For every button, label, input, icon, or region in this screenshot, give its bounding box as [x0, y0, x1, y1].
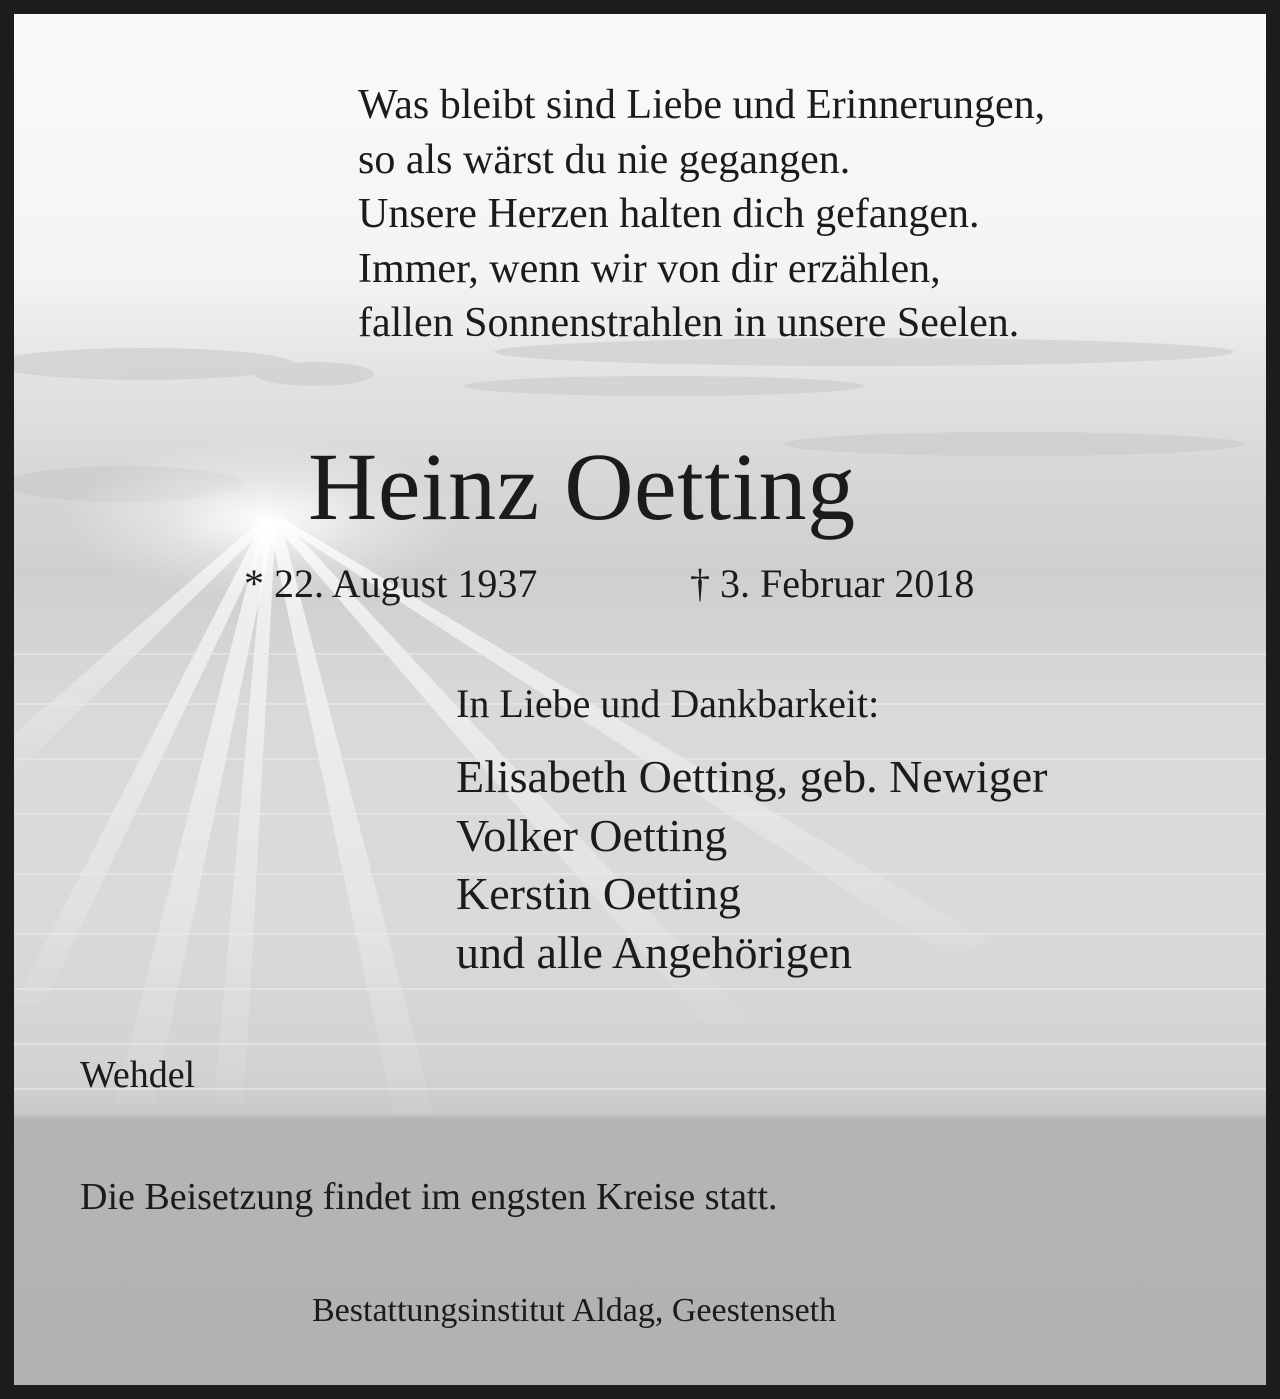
poem — [358, 78, 1045, 351]
place-name: Wehdel — [80, 1054, 196, 1096]
poem-line: Immer, wenn wir von dir erzählen, — [358, 245, 941, 292]
poem-line: Unsere Herzen halten dich gefangen. — [358, 191, 980, 237]
funeral-note: Die Beisetzung findet im engsten Kreise statt. — [80, 1176, 778, 1218]
mourner-name: Volker Oetting — [456, 809, 728, 861]
mourners-intro: In Liebe und Dankbarkeit: — [456, 681, 880, 726]
mourner-name: Elisabeth Oetting, geb. Newiger — [456, 751, 1048, 802]
mourner-name: Kerstin Oetting — [456, 868, 741, 919]
poem-line: so als wärst du nie gegangen. — [358, 136, 851, 183]
poem-line: Was bleibt sind Liebe und Erinnerungen, — [358, 82, 1046, 128]
mourner-name: und alle Angehörigen — [456, 926, 853, 978]
birth-date: * 22. August 1937 — [244, 561, 538, 606]
poem-line: fallen Sonnenstrahlen in unsere Seelen. — [358, 300, 1020, 346]
death-date: † 3. Februar 2018 — [690, 561, 975, 606]
mourners-list — [456, 748, 1047, 982]
undertaker-name: Bestattungsinstitut Aldag, Geestenseth — [312, 1292, 837, 1329]
deceased-name: Heinz Oetting — [308, 433, 856, 540]
